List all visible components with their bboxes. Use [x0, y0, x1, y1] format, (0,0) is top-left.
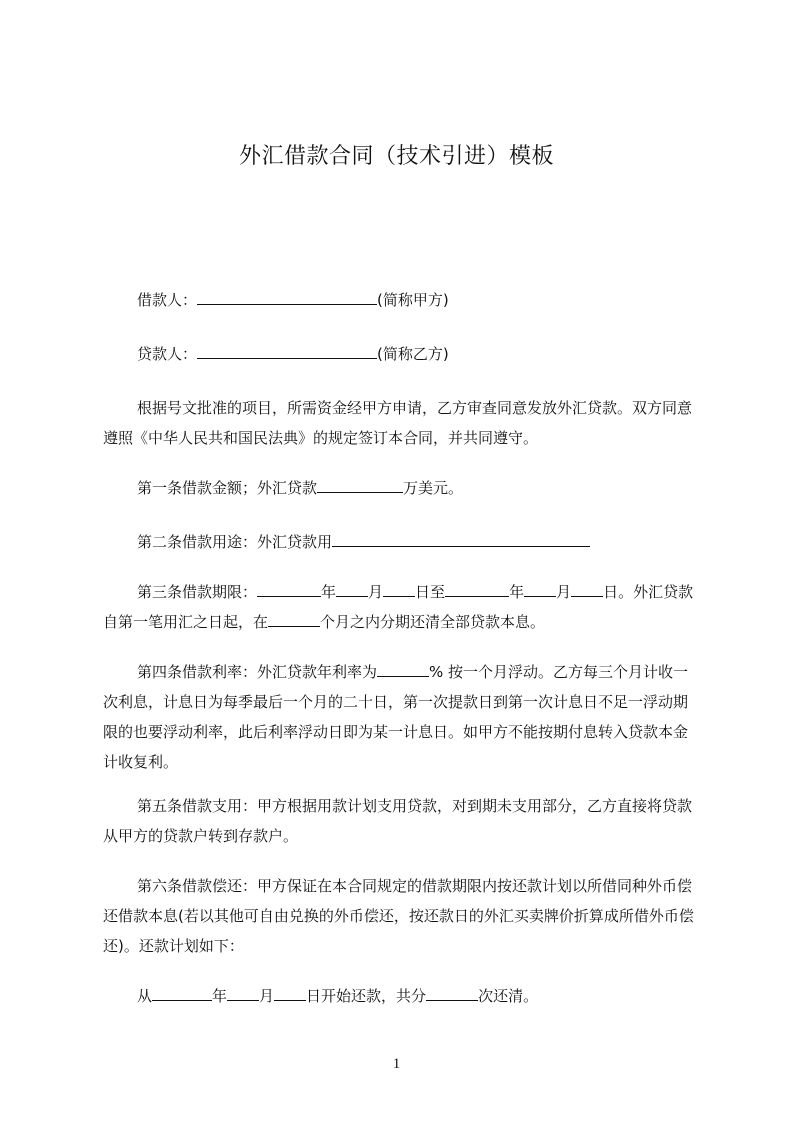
start-day-blank [383, 582, 415, 597]
end-year-label: 年 [509, 583, 525, 601]
repay-count-blank [426, 986, 478, 1001]
intro-paragraph: 根据号文批准的项目，所需资金经甲方申请，乙方审查同意发放外汇贷款。双方同意遵照《中华人民共和国民法典》的规定签订本合同，并共同遵守。 [103, 399, 693, 447]
rate-blank [377, 662, 429, 677]
article-2 [103, 527, 699, 557]
article-1-text: 第一条借款金额；外汇贷款 [137, 479, 318, 497]
article-3-text: 第三条借款期限： [137, 583, 258, 601]
start-month-blank [336, 582, 368, 597]
article-3-period-text: 日。外汇贷款自第一笔用汇之日起，在 [103, 583, 694, 631]
article-4 [103, 657, 699, 777]
repay-year-label: 年 [212, 987, 228, 1005]
start-year-blank [257, 582, 321, 597]
document-title: 外汇借款合同（技术引进）模板 [238, 144, 554, 169]
borrower-blank [197, 290, 377, 305]
repayment-line [103, 981, 699, 1011]
article-5: 第五条借款支用：甲方根据用款计划支用贷款，对到期未支用部分，乙方直接将贷款从甲方的贷款户转到存款户。 [103, 797, 693, 845]
repay-from-label: 从 [137, 987, 153, 1005]
article-4-text: 第四条借款利率：外汇贷款年利率为 [137, 663, 378, 681]
repay-tail-text: 次还清。 [478, 987, 539, 1005]
article-2-text: 第二条借款用途：外汇贷款用 [137, 533, 333, 551]
borrower-line [103, 285, 699, 315]
repay-day-blank [274, 986, 306, 1001]
repay-month-label: 月 [259, 987, 275, 1005]
borrower-suffix: (简称甲方) [377, 291, 449, 309]
article-3 [103, 577, 699, 637]
end-month-label: 月 [556, 583, 572, 601]
article-3-tail: 个月之内分期还清全部贷款本息。 [320, 613, 546, 631]
repay-start-text: 日开始还款，共分 [306, 987, 427, 1005]
lender-line [103, 339, 699, 369]
repay-month-blank [227, 986, 259, 1001]
end-year-blank [445, 582, 509, 597]
borrower-label: 借款人： [137, 291, 198, 309]
months-blank [268, 612, 320, 627]
start-month-label: 月 [368, 583, 384, 601]
amount-blank [317, 478, 403, 493]
end-month-blank [524, 582, 556, 597]
start-day-label: 日至 [415, 583, 446, 601]
article-4-tail: % 按一个月浮动。乙方每三个月计收一次利息，计息日为每季最后一个月的二十日，第一次提款日到第一次计息日不足一浮动期限的也要浮动利率，此后利率浮动日即为某一计息日。如甲方不能按期付息转入贷款本金计收复利。 [103, 663, 689, 771]
lender-blank [197, 344, 377, 359]
article-1-unit: 万美元。 [403, 479, 464, 497]
article-6: 第六条借款偿还：甲方保证在本合同规定的借款期限内按还款计划以所借同种外币偿还借款本息(若以其他可自由兑换的外币偿还，按还款日的外汇买卖牌价折算成所借外币偿还)。还款计划如下： [103, 877, 694, 955]
start-year-label: 年 [321, 583, 337, 601]
page-number: 1 [392, 1056, 401, 1072]
lender-label: 贷款人： [137, 345, 198, 363]
article-1 [103, 473, 699, 503]
repay-year-blank [152, 986, 212, 1001]
lender-suffix: (简称乙方) [377, 345, 449, 363]
purpose-blank [332, 532, 590, 547]
end-day-blank [571, 582, 603, 597]
